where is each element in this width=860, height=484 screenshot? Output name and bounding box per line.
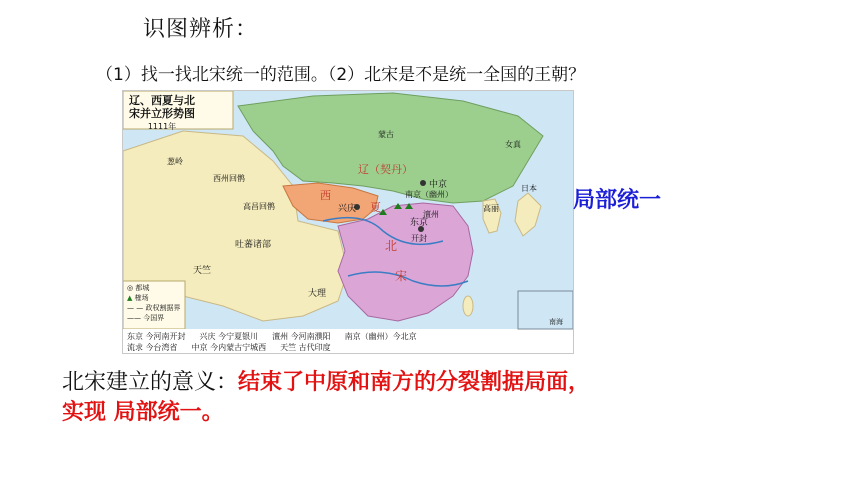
- label-congling: 葱岭: [167, 157, 183, 166]
- label-tubo: 吐蕃诸部: [235, 240, 272, 250]
- label-xizhou-uighur: 西州回鹘: [213, 174, 245, 183]
- inset-label: 南海: [549, 318, 563, 326]
- label-liao: 辽（契丹）: [358, 163, 413, 176]
- historical-map: [122, 90, 574, 354]
- label-dongjing: 东京: [410, 218, 429, 228]
- label-xingqing: 兴庆: [338, 204, 357, 214]
- label-xia: 夏: [370, 201, 381, 214]
- label-bei: 北: [385, 239, 398, 253]
- zhongjing-marker: [420, 180, 426, 186]
- significance-line-1: 结束了中原和南方的分裂割据局面，: [238, 370, 591, 395]
- label-goryeo: 高丽: [483, 204, 499, 213]
- label-song: 宋: [395, 269, 408, 283]
- label-xi: 西: [320, 189, 331, 202]
- question-text: （1）找一找北宋统一的范围。（2）北宋是不是统一全国的王朝？: [96, 65, 586, 85]
- taiwan-island: [463, 296, 473, 316]
- significance-label: 北宋建立的意义：: [62, 370, 239, 395]
- south-sea-inset: [518, 291, 573, 329]
- answer-callout: 局部统一: [573, 188, 662, 213]
- label-dali: 大理: [308, 289, 327, 299]
- map-notes: 东京 今河南开封 兴庆 今宁夏银川 澶州 今河南濮阳 南京（幽州）今北京 流求 今台湾省 中京 今内蒙古宁城西 天竺 古代印度: [127, 332, 417, 352]
- significance-text: [62, 368, 590, 428]
- label-gaochang-uighur: 高昌回鹘: [243, 202, 275, 211]
- label-nuzhen: 女真: [505, 140, 521, 149]
- label-chanzhou: 澶州: [423, 210, 439, 219]
- label-tianzhu: 天竺: [193, 266, 212, 276]
- label-nanjing: 南京（幽州）: [405, 190, 453, 199]
- significance-line-2: 实现 局部统一。: [62, 400, 224, 425]
- map-title: 辽、西夏与北 宋并立形势图 1111年: [129, 94, 195, 131]
- label-kaifeng: 开封: [411, 234, 427, 243]
- map-legend: ◎ 都城 ▲ 榷场 — — 政权割据界 —— 今国界: [127, 284, 181, 322]
- label-japan: 日本: [521, 184, 537, 193]
- label-zhongjing: 中京: [429, 180, 448, 190]
- page-heading: 识图辨析：: [143, 17, 259, 42]
- label-mengu: 蒙古: [378, 130, 394, 139]
